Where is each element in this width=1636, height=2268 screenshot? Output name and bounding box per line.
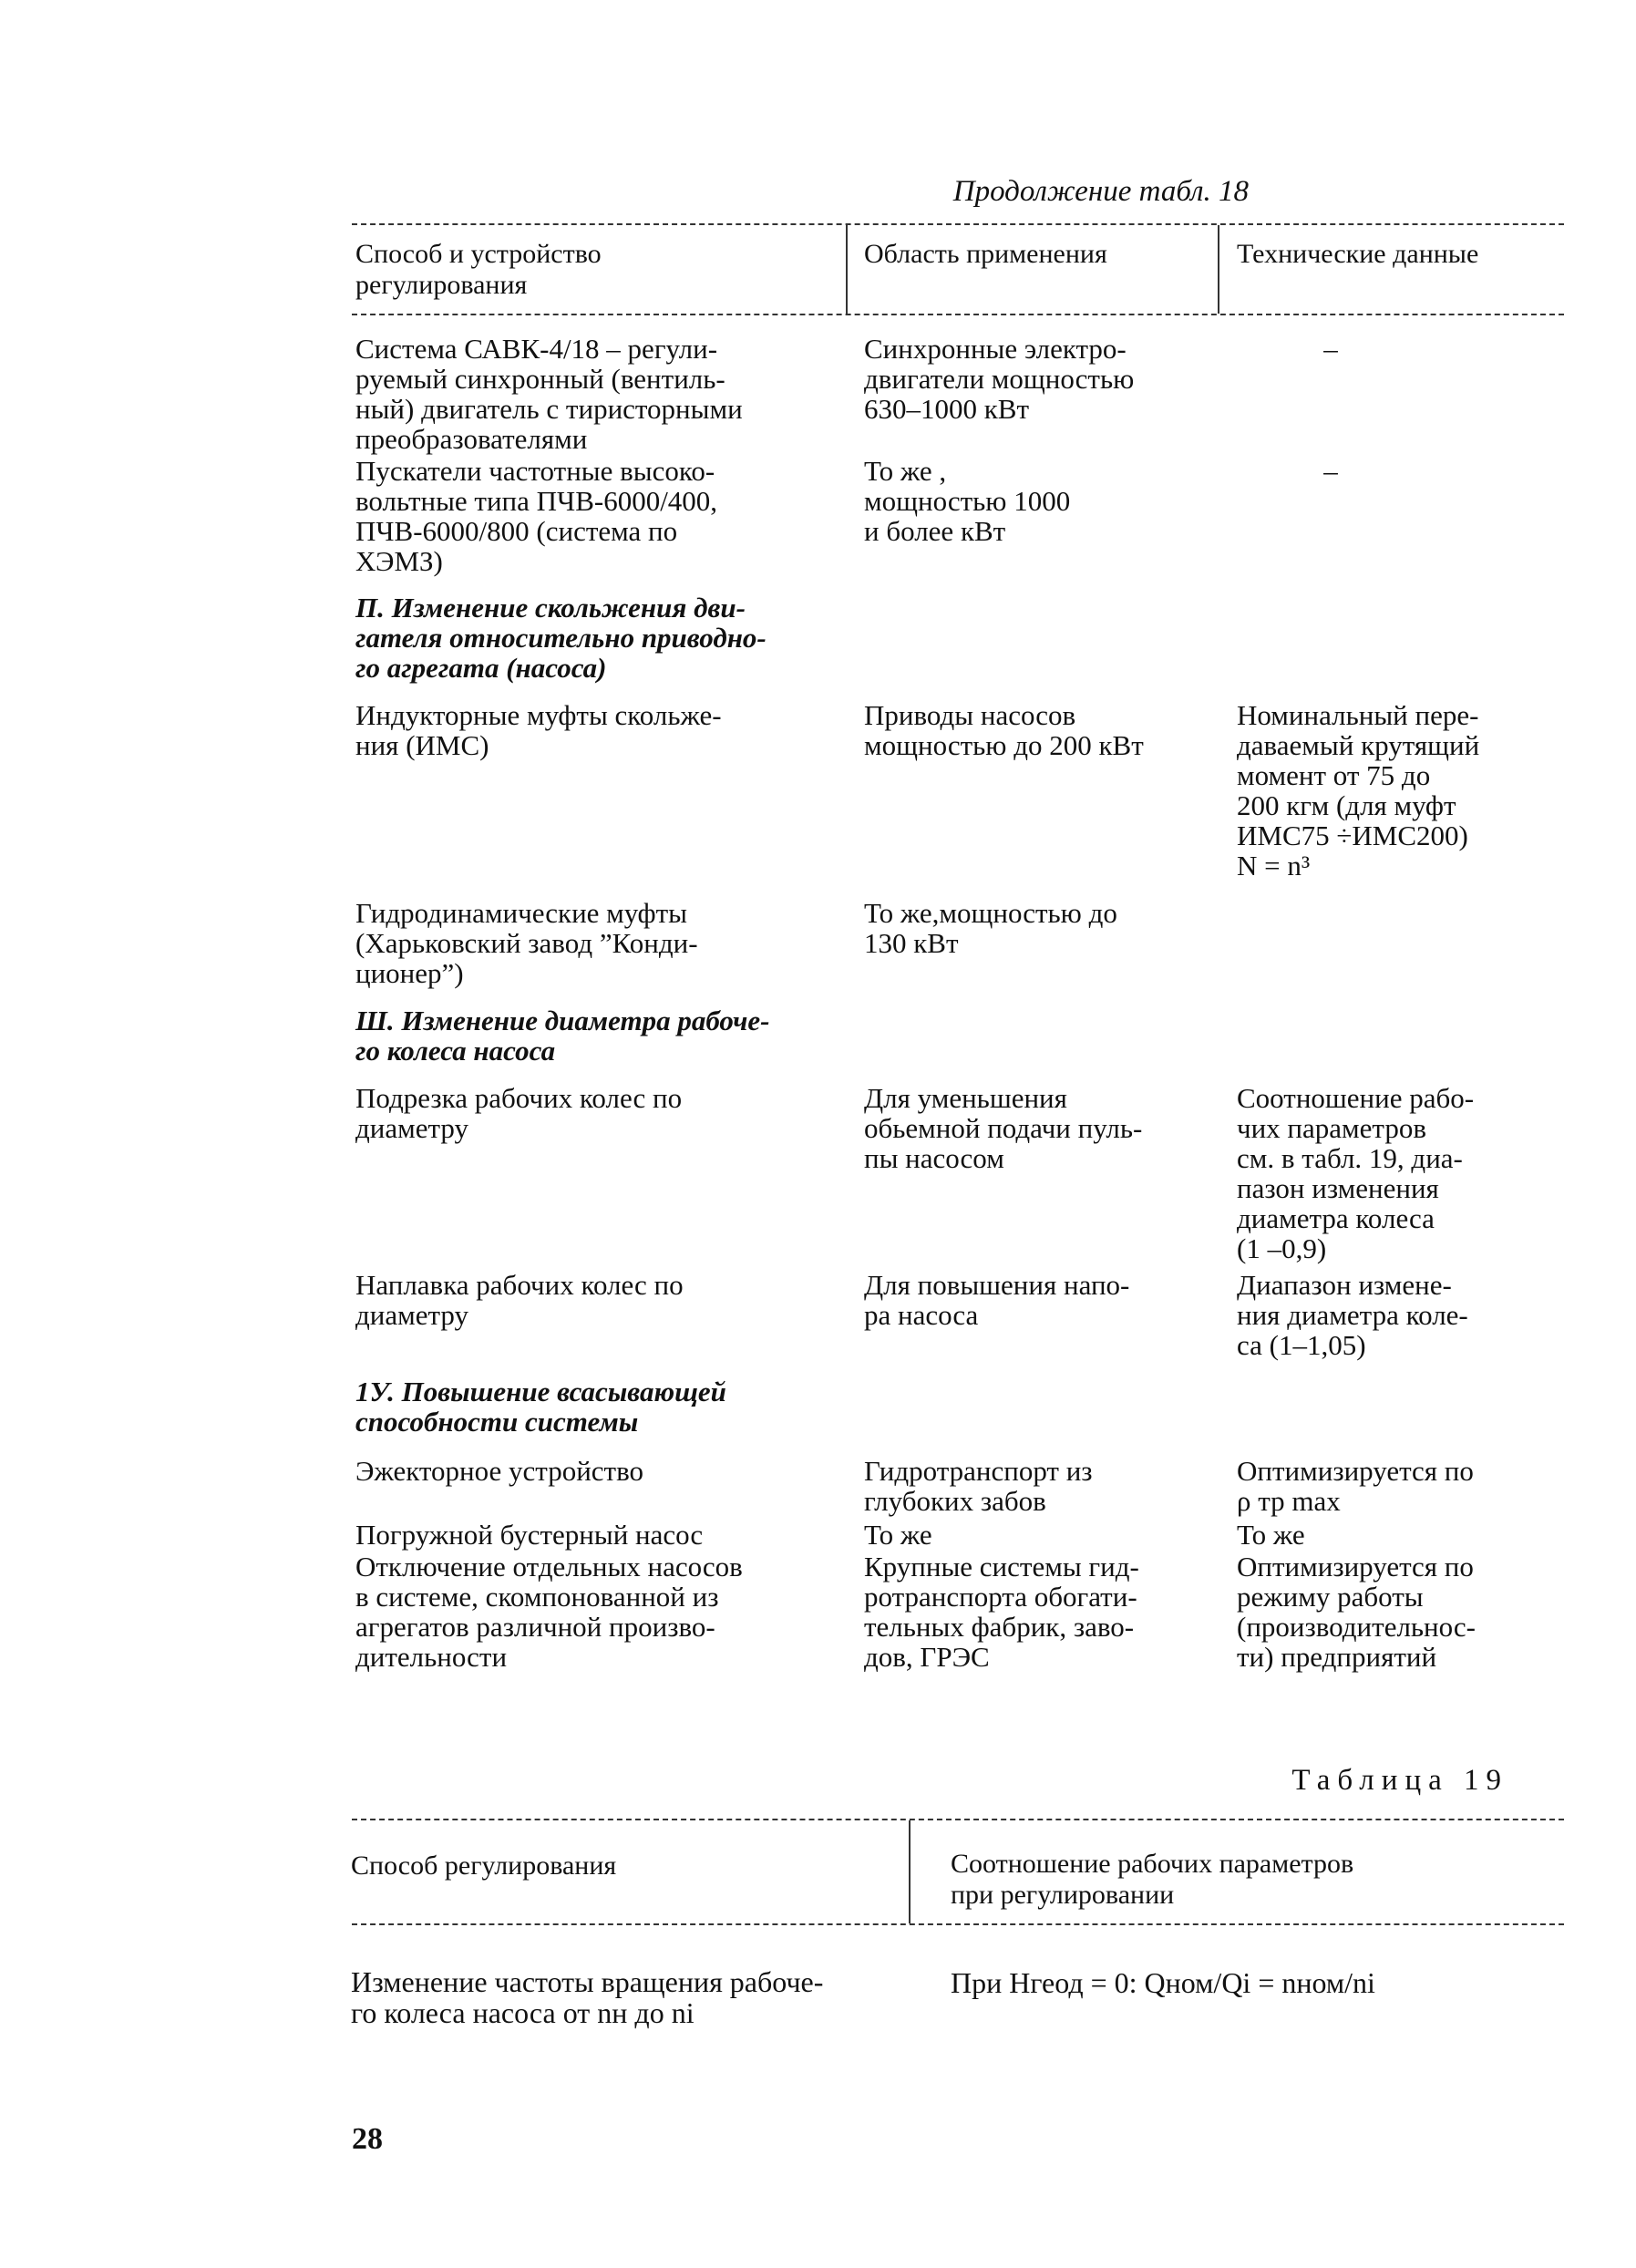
table18-section-4-title: 1У. Повышение всасывающей способности системы — [355, 1376, 726, 1438]
table18-header-rule — [352, 314, 1564, 315]
table18-row-11-technical: То же — [1237, 1519, 1305, 1551]
table18-row-11-application: То же — [864, 1519, 932, 1551]
page-number: 28 — [352, 2122, 383, 2156]
table18-row-4-method: Индукторные муфты скольже- ния (ИМС) — [355, 699, 722, 761]
table18-row-1-technical: – — [1323, 333, 1338, 365]
table18-header-application: Область применения — [864, 239, 1107, 269]
table19-header-parameters: Соотношение рабочих параметров при регулировании — [951, 1849, 1354, 1910]
table18-top-rule — [352, 223, 1564, 225]
table19-caption: Таблица 19 — [1291, 1764, 1508, 1797]
table18-header-divider-2 — [1218, 225, 1219, 314]
table18-header-divider-1 — [846, 225, 848, 314]
table19-row-formula: При Hгеод = 0: Qном/Qi = nном/ni — [951, 1966, 1375, 1999]
table-continuation-label: Продолжение табл. 18 — [952, 175, 1249, 208]
table18-row-12-application: Крупные системы гид- ротранспорта обогати- тельных фабрик, заво- дов, ГРЭС — [864, 1551, 1139, 1673]
table18-row-5-method: Гидродинамические муфты (Харьковский завод ”Конди- ционер”) — [355, 897, 698, 989]
table18-row-12-technical: Оптимизируется по режиму работы (производительнос- ти) предприятий — [1237, 1551, 1477, 1673]
table18-row-4-technical: Номинальный пере- даваемый крутящий момент от 75 до 200 кгм (для муфт ИМС75 ÷ИМС200) N = n³ — [1237, 699, 1480, 881]
table18-row-2-application: То же , мощностью 1000 и более кВт — [864, 455, 1071, 547]
table18-row-8-method: Наплавка рабочих колес по диаметру — [355, 1269, 684, 1331]
table18-row-7-method: Подрезка рабочих колес по диаметру — [355, 1082, 683, 1144]
table18-row-12-method: Отключение отдельных насосов в системе, скомпонованной из агрегатов различной произво- дительности — [355, 1551, 743, 1673]
table18-row-8-application: Для повышения напо- ра насоса — [864, 1269, 1130, 1331]
table18-row-2-technical: – — [1323, 455, 1338, 487]
table19-header-rule — [352, 1923, 1564, 1925]
table19-row-method: Изменение частоты вращения рабоче- го колеса насоса от nн до ni — [351, 1965, 824, 2029]
table19-header-method: Способ регулирования — [351, 1850, 617, 1881]
table18-row-4-application: Приводы насосов мощностью до 200 кВт — [864, 699, 1144, 761]
table18-row-5-application: То же,мощностью до 130 кВт — [864, 897, 1117, 959]
table18-row-2-method: Пускатели частотные высоко- вольтные типа ПЧВ-6000/400, ПЧВ-6000/800 (система по ХЭМЗ) — [355, 455, 718, 577]
table18-row-7-application: Для уменьшения обьемной подачи пуль- пы насосом — [864, 1082, 1143, 1174]
table18-row-10-technical: Оптимизируется по ρ тр max — [1237, 1455, 1474, 1517]
table18-row-8-technical: Диапазон измене- ния диаметра коле- са (1–1,05) — [1237, 1269, 1468, 1361]
table18-section-3-title: Ш. Изменение диаметра рабоче- го колеса насоса — [355, 1005, 770, 1067]
table18-row-10-application: Гидротранспорт из глубоких забов — [864, 1455, 1093, 1517]
table18-row-11-method: Погружной бустерный насос — [355, 1519, 704, 1551]
table18-row-10-method: Эжекторное устройство — [355, 1455, 644, 1487]
table18-section-2-title: П. Изменение скольжения дви- гателя относительно приводно- го агрегата (насоса) — [355, 592, 767, 684]
table18-header-technical-data: Технические данные — [1237, 239, 1479, 269]
table18-row-7-technical: Соотношение рабо- чих параметров см. в табл. 19, диа- пазон изменения диаметра колеса (1 –0,9) — [1237, 1082, 1475, 1264]
table18-row-1-method: Система САВК-4/18 – регули- руемый синхронный (вентиль- ный) двигатель с тиристорными преобразователями — [355, 333, 743, 455]
table18-header-method: Способ и устройство регулирования — [355, 239, 602, 300]
table19-header-divider — [909, 1820, 911, 1923]
table18-row-1-application: Синхронные электро- двигатели мощностью 630–1000 кВт — [864, 333, 1135, 425]
table19-top-rule — [352, 1819, 1564, 1820]
